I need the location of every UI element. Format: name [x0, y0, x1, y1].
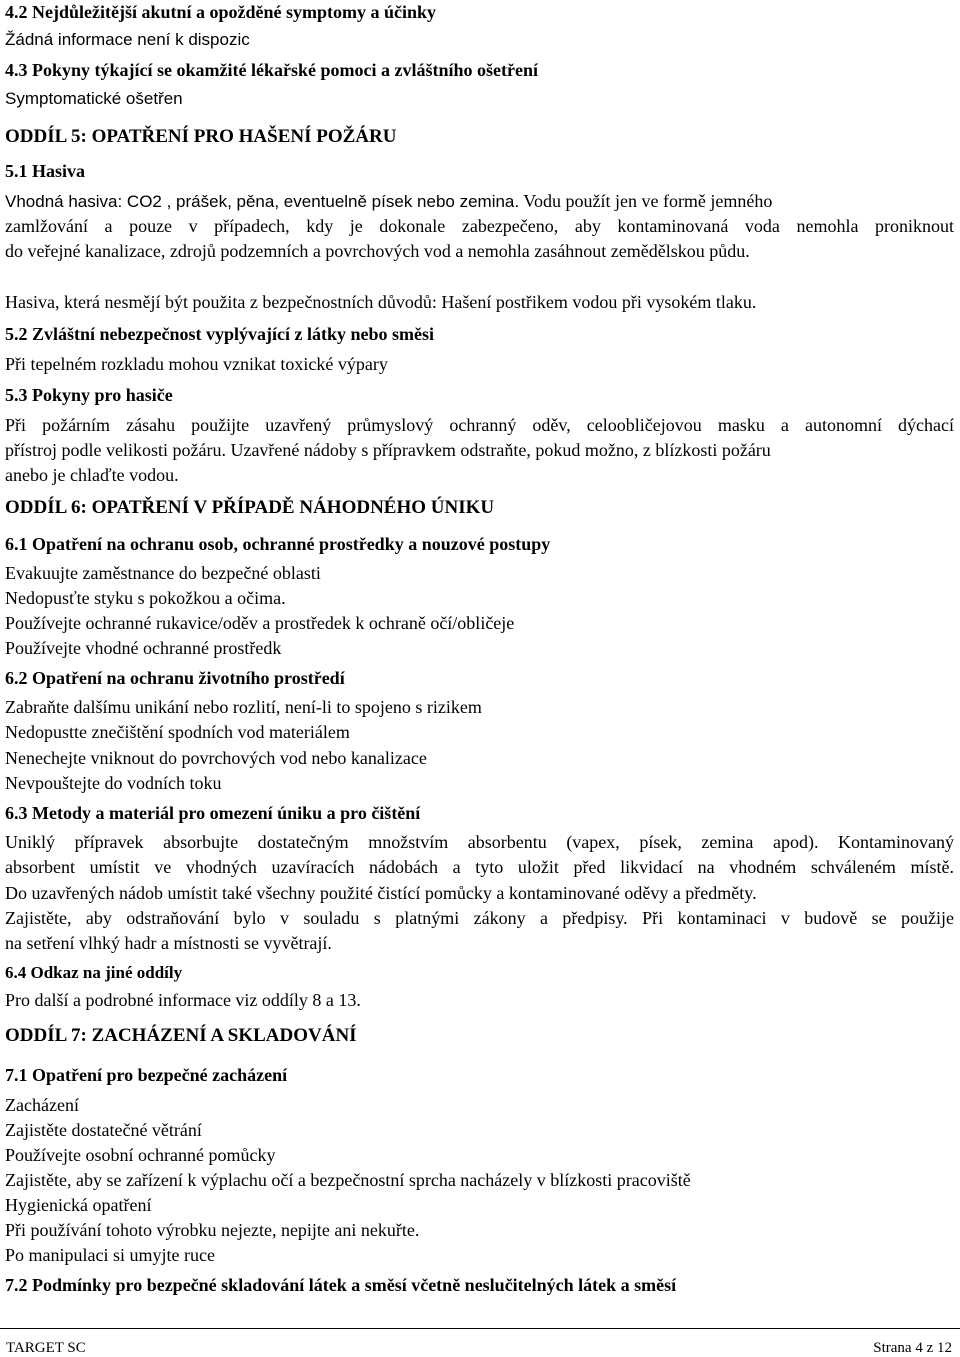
text-line: Používejte ochranné rukavice/oděv a prostředek k ochraně očí/obličeje [5, 613, 515, 633]
subsection-heading-4-2: 4.2 Nejdůležitější akutní a opožděné symptomy a účinky [5, 2, 437, 22]
text-line: Zajistěte dostatečné větrání [5, 1120, 202, 1140]
text-line: Pro další a podrobné informace viz oddíly 8 a 13. [5, 990, 361, 1010]
text-line: Symptomatické ošetřen [5, 89, 183, 108]
text-line: Zacházení [5, 1095, 79, 1115]
subsection-heading-5-2: 5.2 Zvláštní nebezpečnost vyplývající z látky nebo směsi [5, 324, 435, 344]
text-line: Nenechejte vniknout do povrchových vod nebo kanalizace [5, 748, 427, 768]
subsection-heading-7-1: 7.1 Opatření pro bezpečné zacházení [5, 1065, 288, 1085]
text-line: Uniklý přípravek absorbujte dostatečným množstvím absorbentu (vapex, písek, zemina apod). Kontaminovaný [5, 832, 954, 852]
subsection-heading-7-2: 7.2 Podmínky pro bezpečné skladování látek a směsí včetně neslučitelných látek a směsí [5, 1275, 677, 1295]
text-line: Po manipulaci si umyjte ruce [5, 1245, 215, 1265]
text-span-sans: Vhodná hasiva: CO2 , prášek, pěna, eventuelně písek nebo zemina. [5, 192, 520, 211]
text-line: přístroj podle velikosti požáru. Uzavřené nádoby s přípravkem odstraňte, pokud možno, z blízkosti požáru [5, 440, 771, 460]
subsection-heading-6-1: 6.1 Opatření na ochranu osob, ochranné prostředky a nouzové postupy [5, 534, 551, 554]
subsection-heading-6-4: 6.4 Odkaz na jiné oddíly [5, 963, 183, 982]
section-heading-7: ODDÍL 7: ZACHÁZENÍ A SKLADOVÁNÍ [5, 1025, 357, 1046]
text-line: do veřejné kanalizace, zdrojů podzemních a povrchových vod a nemohla zasáhnout zemědělskou půdu. [5, 241, 750, 261]
text-line: Zajistěte, aby se zařízení k výplachu očí a bezpečnostní sprcha nacházely v blízkosti pracoviště [5, 1170, 691, 1190]
text-line: Nevpouštejte do vodních toku [5, 773, 222, 793]
text-line: Při tepelném rozkladu mohou vznikat toxické výpary [5, 354, 388, 374]
text-line: Do uzavřených nádob umístit také všechny použité čistící pomůcky a kontaminované oděvy a předměty. [5, 883, 757, 903]
text-line: zamlžování a pouze v případech, kdy je dokonale zabezpečeno, aby kontaminovaná voda nemohla proniknout [5, 216, 954, 236]
section-heading-5: ODDÍL 5: OPATŘENÍ PRO HAŠENÍ POŽÁRU [5, 126, 397, 147]
subsection-heading-5-1: 5.1 Hasiva [5, 161, 86, 181]
text-line: Žádná informace není k dispozic [5, 30, 250, 49]
text-line: Zabraňte dalšímu unikání nebo rozlití, není-li to spojeno s rizikem [5, 697, 482, 717]
page-footer [0, 1328, 960, 1356]
subsection-heading-5-3: 5.3 Pokyny pro hasiče [5, 385, 173, 405]
subsection-heading-4-3: 4.3 Pokyny týkající se okamžité lékařské pomoci a zvláštního ošetření [5, 60, 538, 80]
text-line: Při požárním zásahu použijte uzavřený průmyslový ochranný oděv, celoobličejovou masku a autonomní dýchací [5, 415, 954, 435]
text-line: Při používání tohoto výrobku nejezte, nepijte ani nekuřte. [5, 1220, 420, 1240]
text-line: Nedopustte znečištění spodních vod materiálem [5, 722, 350, 742]
subsection-heading-6-2: 6.2 Opatření na ochranu životního prostředí [5, 668, 345, 688]
text-line: Hasiva, která nesmějí být použita z bezpečnostních důvodů: Hašení postřikem vodou při vysokém tlaku. [5, 292, 757, 312]
text-line: Zajistěte, aby odstraňování bylo v souladu s platnými zákony a předpisy. Při kontaminaci v budově se použije [5, 908, 954, 928]
text-line: anebo je chlaďte vodou. [5, 465, 179, 485]
text-line: Evakuujte zaměstnance do bezpečné oblasti [5, 563, 321, 583]
text-line: Nedopusťte styku s pokožkou a očima. [5, 588, 286, 608]
footer-product-name: TARGET SC [6, 1340, 86, 1356]
text-line: Používejte osobní ochranné pomůcky [5, 1145, 276, 1165]
footer-page-number: Strana 4 z 12 [873, 1340, 952, 1356]
text-line: Používejte vhodné ochranné prostředk [5, 638, 282, 658]
subsection-heading-6-3: 6.3 Metody a materiál pro omezení úniku a pro čištění [5, 803, 421, 823]
text-line-mixed [5, 189, 954, 214]
text-span-serif: Vodu použít jen ve formě jemného [523, 191, 773, 211]
text-line: absorbent umístit ve vhodných uzavíracích nádobách a tyto uložit před likvidací na vhodném schváleném místě. [5, 857, 954, 877]
text-line: Hygienická opatření [5, 1195, 152, 1215]
text-line: na setření vlhký hadr a místnosti se vyvětrají. [5, 933, 332, 953]
section-heading-6: ODDÍL 6: OPATŘENÍ V PŘÍPADĚ NÁHODNÉHO ÚNIKU [5, 497, 495, 518]
